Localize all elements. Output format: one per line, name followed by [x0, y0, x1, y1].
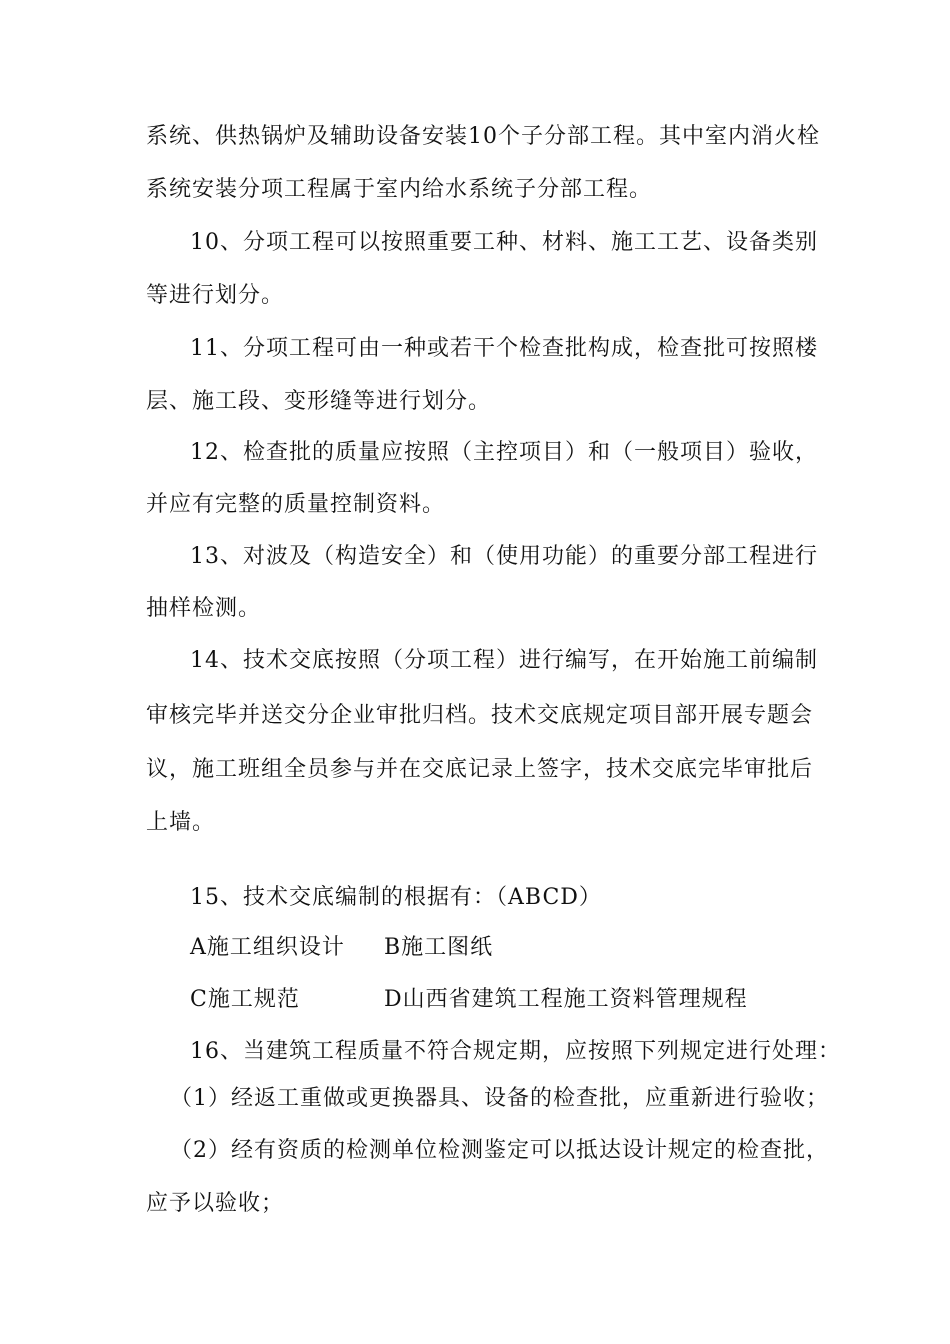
item-14-line: 审核完毕并送交分企业审批归档。技术交底规定项目部开展专题会	[146, 703, 814, 728]
item-13-line: 13、对波及（构造安全）和（使用功能）的重要分部工程进行	[190, 544, 818, 569]
option-a: A施工组织设计	[190, 935, 345, 960]
item-16-line: 16、当建筑工程质量不符合规定期，应按照下列规定进行处理：	[190, 1039, 841, 1064]
item-12-line: 12、检查批的质量应按照（主控项目）和（一般项目）验收，	[190, 440, 818, 465]
item-12-line: 并应有完整的质量控制资料。	[146, 492, 446, 517]
item-10-line: 等进行划分。	[146, 283, 285, 308]
option-d: D山西省建筑工程施工资料管理规程	[384, 987, 748, 1012]
item-15-line: 15、技术交底编制的根据有：（ABCD）	[190, 885, 602, 910]
item-11-line: 11、分项工程可由一种或若干个检查批构成，检查批可按照楼	[190, 336, 818, 361]
option-b: B施工图纸	[384, 935, 494, 960]
item-16-sub-1: （1）经返工重做或更换器具、设备的检查批，应重新进行验收；	[170, 1086, 829, 1111]
item-14-line: 14、技术交底按照（分项工程）进行编写，在开始施工前编制	[190, 648, 818, 673]
paragraph-line: 系统安装分项工程属于室内给水系统子分部工程。	[146, 177, 653, 202]
option-c: C施工规范	[190, 987, 300, 1012]
item-14-line: 议，施工班组全员参与并在交底记录上签字，技术交底完毕审批后	[146, 757, 814, 782]
item-16-sub-2: （2）经有资质的检测单位检测鉴定可以抵达设计规定的检查批，	[170, 1138, 829, 1163]
item-14-line: 上墙。	[146, 810, 216, 835]
item-11-line: 层、施工段、变形缝等进行划分。	[146, 389, 492, 414]
item-13-line: 抽样检测。	[146, 596, 262, 621]
item-10-line: 10、分项工程可以按照重要工种、材料、施工工艺、设备类别	[190, 230, 818, 255]
item-16-sub-2: 应予以验收；	[146, 1191, 285, 1216]
paragraph-line: 系统、供热锅炉及辅助设备安装10个子分部工程。其中室内消火栓	[146, 124, 820, 149]
